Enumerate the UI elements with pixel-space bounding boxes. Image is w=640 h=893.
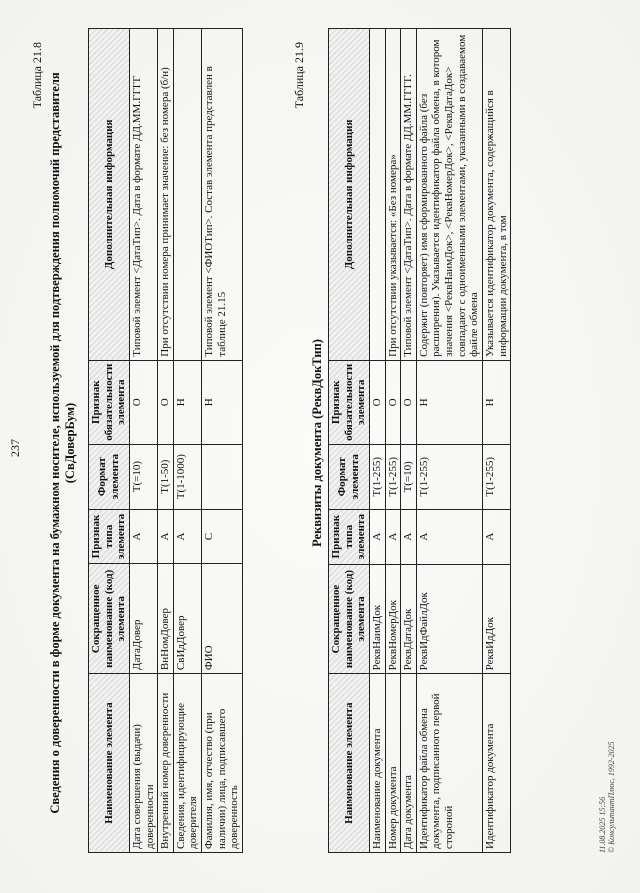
cell-type: А bbox=[483, 509, 511, 564]
cell-name: Фамилия, имя, отчество (при наличии) лица, подписавшего доверенность bbox=[202, 674, 243, 853]
table-row bbox=[158, 29, 174, 853]
cell-required: Н bbox=[483, 360, 511, 444]
cell-format: T(=10) bbox=[401, 444, 417, 509]
cell-info: Типовой элемент <ДатаТип>. Дата в формате ДД.ММ.ГГГГ. bbox=[401, 29, 417, 361]
cell-format: T(1-1000) bbox=[173, 444, 201, 509]
cell-required: О bbox=[369, 360, 385, 444]
cell-name: Наименование документа bbox=[369, 674, 385, 853]
cell-type: А bbox=[416, 509, 482, 564]
cell-type: А bbox=[401, 509, 417, 564]
cell-format: T(1-255) bbox=[416, 444, 482, 509]
table-row bbox=[129, 29, 157, 853]
header-cell: Наименование элемента bbox=[89, 674, 130, 853]
cell-info bbox=[369, 29, 385, 361]
table-header-row bbox=[329, 29, 370, 853]
table-21-9-label: Таблица 21.9 bbox=[292, 42, 306, 109]
cell-format: T(1-255) bbox=[369, 444, 385, 509]
cell-code: РеквИдФайлДок bbox=[416, 564, 482, 674]
cell-required: О bbox=[385, 360, 401, 444]
cell-code: ВнНомДовер bbox=[158, 564, 174, 674]
cell-name: Дата документа bbox=[401, 674, 417, 853]
cell-name: Идентификатор документа bbox=[483, 674, 511, 853]
cell-name: Внутренний номер доверенности bbox=[158, 674, 174, 853]
table-header-row bbox=[89, 29, 130, 853]
cell-info: При отсутствии указывается: «Без номера» bbox=[385, 29, 401, 361]
header-cell: Признак типа элемента bbox=[89, 509, 130, 564]
cell-info: При отсутствии номера принимает значение: без номера (б/н) bbox=[158, 29, 174, 361]
header-cell: Признак обязательности элемента bbox=[329, 360, 370, 444]
cell-code: СвИдДовер bbox=[173, 564, 201, 674]
cell-type: А bbox=[158, 509, 174, 564]
cell-code: ДатаДовер bbox=[129, 564, 157, 674]
cell-format: T(1-50) bbox=[158, 444, 174, 509]
cell-code: РеквДатаДок bbox=[401, 564, 417, 674]
table-21-8 bbox=[88, 28, 243, 853]
page-footer bbox=[598, 741, 616, 853]
table-row bbox=[401, 29, 417, 853]
cell-format: T(=10) bbox=[129, 444, 157, 509]
table-21-9 bbox=[328, 28, 511, 853]
cell-code: РеквИдДок bbox=[483, 564, 511, 674]
cell-name: Сведения, идентифицирующие доверителя bbox=[173, 674, 201, 853]
header-cell: Сокращенное наименование (код) элемента bbox=[89, 564, 130, 674]
table-row bbox=[385, 29, 401, 853]
table-21-8-title: Сведения о доверенности в форме документа на бумажном носителе, используемой для подтверждения полномочий представителя (СвДоверБум) bbox=[48, 72, 77, 814]
cell-info: Указывается идентификатор документа, содержащийся в информации документа, в том bbox=[483, 29, 511, 361]
header-cell: Формат элемента bbox=[89, 444, 130, 509]
table-row bbox=[369, 29, 385, 853]
table-21-8-label: Таблица 21.8 bbox=[30, 42, 44, 109]
cell-code: РеквНомерДок bbox=[385, 564, 401, 674]
cell-name: Идентификатор файла обмена документа, подписанного первой стороной bbox=[416, 674, 482, 853]
header-cell: Признак типа элемента bbox=[329, 509, 370, 564]
cell-info bbox=[173, 29, 201, 361]
cell-required: Н bbox=[202, 360, 243, 444]
header-cell: Наименование элемента bbox=[329, 674, 370, 853]
header-cell: Признак обязательности элемента bbox=[89, 360, 130, 444]
cell-type: А bbox=[173, 509, 201, 564]
cell-type: А bbox=[129, 509, 157, 564]
table-row bbox=[483, 29, 511, 853]
footer-timestamp: 11.08.2025 15:56 bbox=[598, 796, 607, 853]
cell-required: О bbox=[401, 360, 417, 444]
cell-required: Н bbox=[416, 360, 482, 444]
cell-required: Н bbox=[173, 360, 201, 444]
cell-info: Содержит (повторяет) имя сформированного файла (без расширения). Указывается идентификатор файла обмена, в котором значения <РеквНаимДок>, <РеквНомерДок>, <РеквДатаДок> совпадают с одноименными элементами, указанными в создаваемом файле обмена bbox=[416, 29, 482, 361]
header-cell: Формат элемента bbox=[329, 444, 370, 509]
header-cell: Сокращенное наименование (код) элемента bbox=[329, 564, 370, 674]
cell-type: А bbox=[385, 509, 401, 564]
header-cell: Дополнительная информация bbox=[89, 29, 130, 361]
cell-format: T(1-255) bbox=[483, 444, 511, 509]
table-21-9-title: Реквизиты документа (РеквДокТип) bbox=[310, 339, 324, 547]
cell-code: ФИО bbox=[202, 564, 243, 674]
footer-copyright: © КонсультантПлюс, 1992-2025 bbox=[607, 741, 616, 853]
page-number: 237 bbox=[8, 439, 22, 457]
cell-name: Дата совершения (выдачи) доверенности bbox=[129, 674, 157, 853]
cell-format: T(1-255) bbox=[385, 444, 401, 509]
cell-format bbox=[202, 444, 243, 509]
header-cell: Дополнительная информация bbox=[329, 29, 370, 361]
cell-code: РеквНаимДок bbox=[369, 564, 385, 674]
table-row bbox=[202, 29, 243, 853]
cell-type: С bbox=[202, 509, 243, 564]
cell-type: А bbox=[369, 509, 385, 564]
table-row bbox=[173, 29, 201, 853]
cell-info: Типовой элемент <ДатаТип>. Дата в формате ДД.ММ.ГГГГ bbox=[129, 29, 157, 361]
cell-required: О bbox=[129, 360, 157, 444]
table-row bbox=[416, 29, 482, 853]
cell-info: Типовой элемент <ФИОТип>. Состав элемента представлен в таблице 21.15 bbox=[202, 29, 243, 361]
cell-required: О bbox=[158, 360, 174, 444]
cell-name: Номер документа bbox=[385, 674, 401, 853]
